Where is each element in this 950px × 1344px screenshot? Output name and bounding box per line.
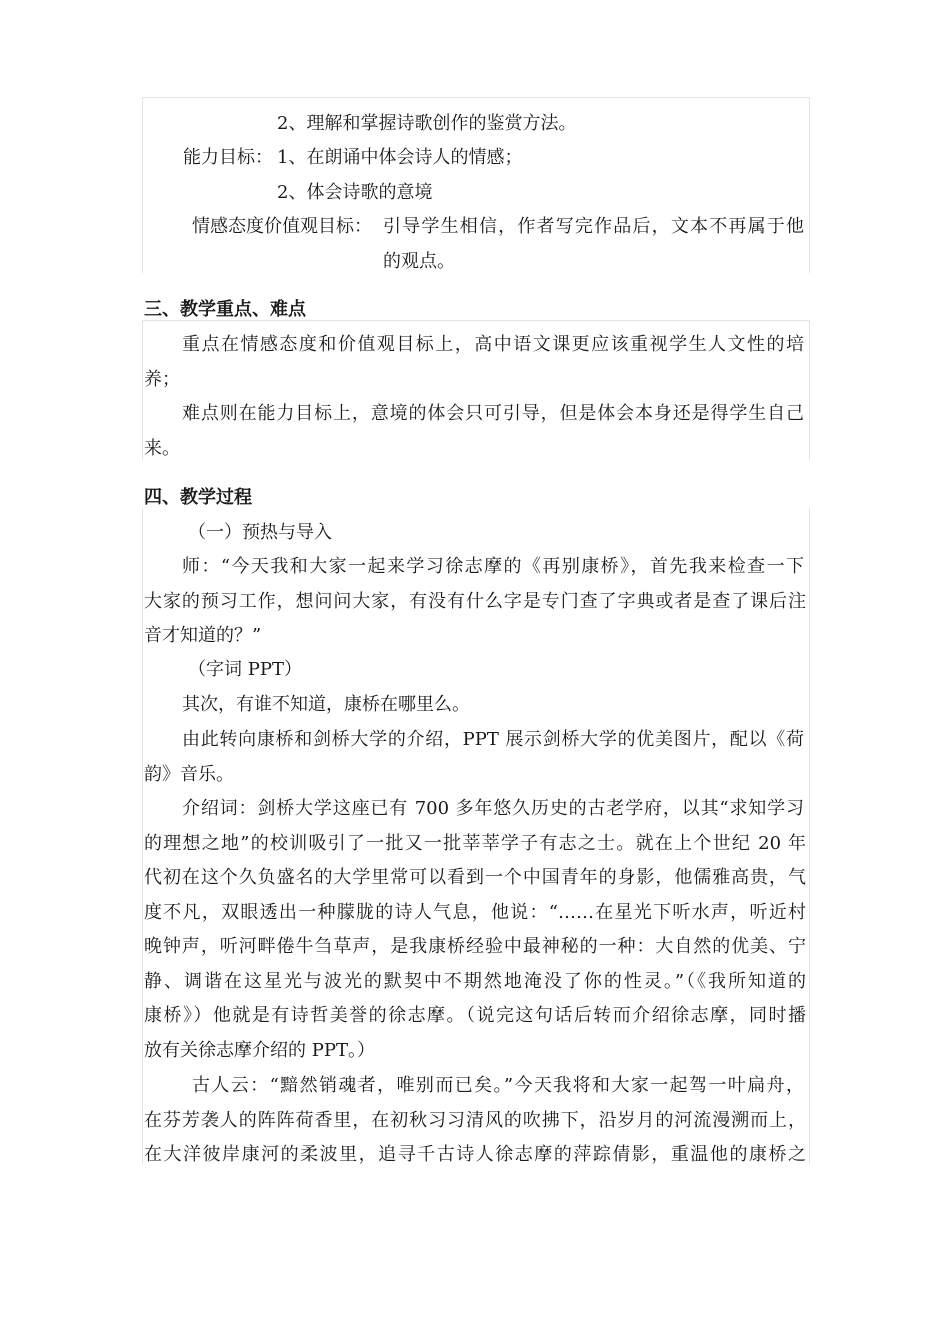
ancient-quote-line-2: 在芬芳袭人的阵阵荷香里，在初秋习习清风的吹拂下，沿岁月的河流漫溯而上， bbox=[144, 1110, 806, 1131]
emotion-objective-text-2: 的观点。 bbox=[383, 251, 455, 272]
transition-line-1: 由此转向康桥和剑桥大学的介绍，PPT 展示剑桥大学的优美图片，配以《荷 bbox=[182, 729, 804, 750]
introduction-line-6: 静、调谐在这星光与波光的默契中不期然地淹没了你的性灵。”（《我所知道的 bbox=[144, 971, 806, 992]
section-4-heading: 四、教学过程 bbox=[144, 487, 252, 508]
emotion-objective-label: 情感态度价值观目标： bbox=[192, 216, 372, 237]
introduction-line-3: 代初在这个久负盛名的大学里常可以看到一个中国青年的身影，他儒雅高贵，气 bbox=[144, 867, 806, 888]
introduction-line-7: 康桥》）他就是有诗哲美誉的徐志摩。（说完这句话后转而介绍徐志摩，同时播 bbox=[144, 1005, 806, 1026]
difficult-point-line-1: 难点则在能力目标上，意境的体会只可引导，但是体会本身还是得学生自己 bbox=[182, 403, 804, 424]
ability-objective-1: 1、在朗诵中体会诗人的情感； bbox=[277, 147, 523, 168]
subsection-warmup-title: （一）预热与导入 bbox=[188, 522, 332, 543]
question-kangqiao-location: 其次，有谁不知道，康桥在哪里么。 bbox=[182, 694, 470, 715]
introduction-line-8: 放有关徐志摩介绍的 PPT。） bbox=[144, 1040, 375, 1061]
teacher-intro-line-3: 音才知道的？” bbox=[144, 625, 262, 646]
ppt-note: （字词 PPT） bbox=[188, 659, 302, 680]
ability-objective-label: 能力目标： bbox=[183, 147, 273, 168]
key-point-line-2: 养； bbox=[144, 369, 180, 390]
ancient-quote-line-3: 在大洋彼岸康河的柔波里，追寻千古诗人徐志摩的萍踪倩影，重温他的康桥之 bbox=[144, 1144, 806, 1165]
section-3-heading: 三、教学重点、难点 bbox=[144, 299, 306, 320]
ancient-quote-line-1: 古人云：“黯然销魂者，唯别而已矣。”今天我将和大家一起驾一叶扁舟， bbox=[192, 1075, 804, 1096]
knowledge-objective-2: 2、理解和掌握诗歌创作的鉴赏方法。 bbox=[277, 113, 577, 134]
teacher-intro-line-2: 大家的预习工作，想问问大家，有没有什么字是专门查了字典或者是查了课后注 bbox=[144, 591, 806, 612]
key-point-line-1: 重点在情感态度和价值观目标上，高中语文课更应该重视学生人文性的培 bbox=[182, 334, 804, 355]
transition-line-2: 韵》音乐。 bbox=[144, 764, 234, 785]
teacher-intro-line-1: 师：“今天我和大家一起来学习徐志摩的《再别康桥》，首先我来检查一下 bbox=[182, 556, 804, 577]
ability-objective-2: 2、体会诗歌的意境 bbox=[277, 182, 433, 203]
difficult-point-line-2: 来。 bbox=[144, 438, 180, 459]
introduction-line-2: 的理想之地”的校训吸引了一批又一批莘莘学子有志之士。就在上个世纪 20 年 bbox=[144, 833, 806, 854]
emotion-objective-text-1: 引导学生相信，作者写完作品后，文本不再属于他 bbox=[383, 216, 804, 237]
introduction-line-5: 晚钟声，听河畔倦牛刍草声，是我康桥经验中最神秘的一种：大自然的优美、宁 bbox=[144, 936, 806, 957]
introduction-line-1: 介绍词：剑桥大学这座已有 700 多年悠久历史的古老学府，以其“求知学习 bbox=[182, 798, 804, 819]
introduction-line-4: 度不凡，双眼透出一种朦胧的诗人气息，他说：“……在星光下听水声，听近村 bbox=[144, 902, 806, 923]
